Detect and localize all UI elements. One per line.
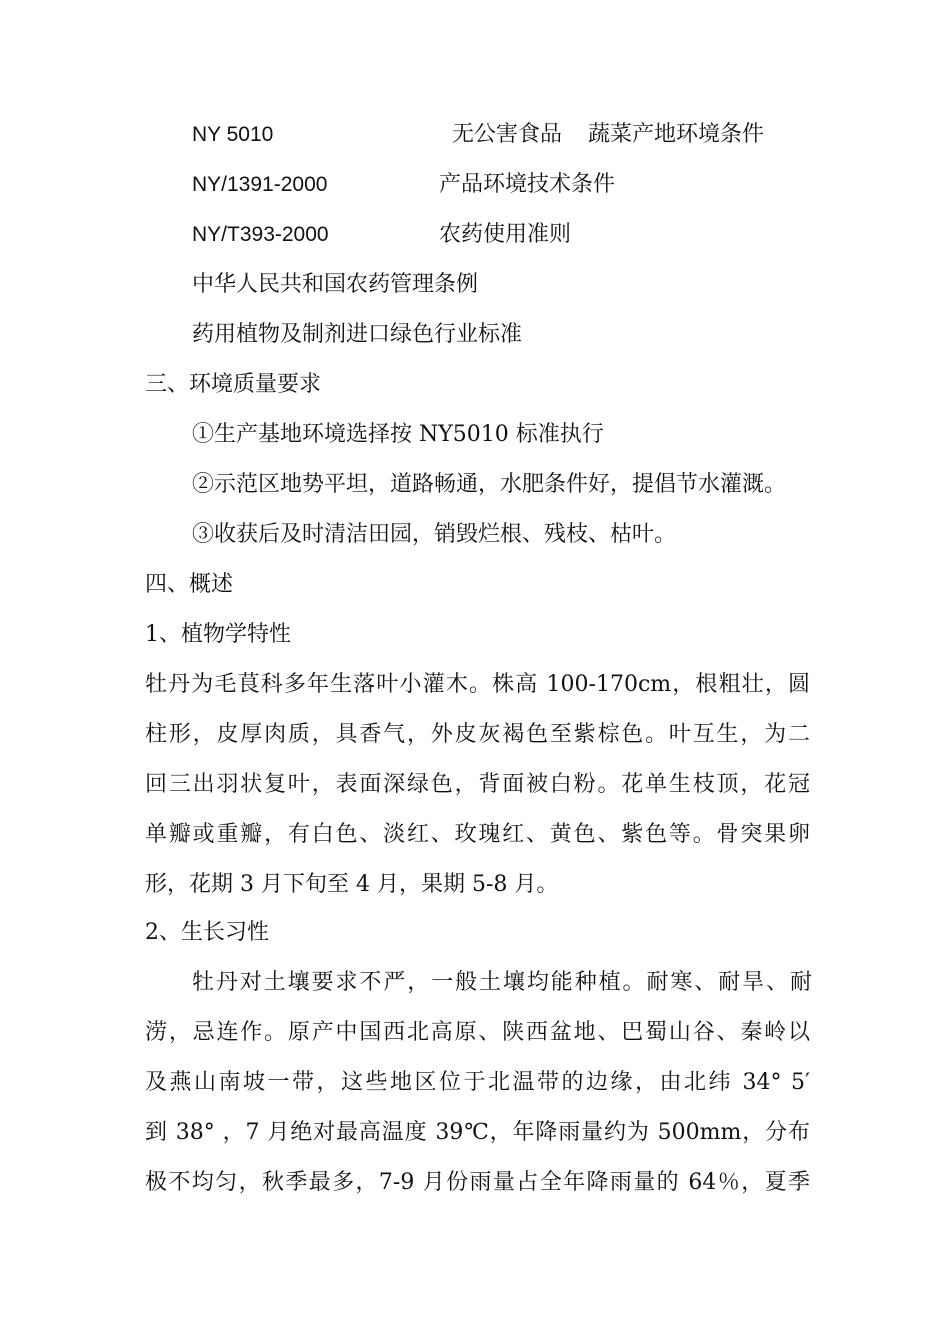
requirement-item: ②示范区地势平坦，道路畅通，水肥条件好，提倡节水灌溉。 [192,472,787,497]
paragraph-line: 牡丹对土壤要求不严，一般土壤均能种植。耐寒、耐旱、耐 [192,970,812,995]
subsection-heading: 1、植物学特性 [145,622,291,647]
standard-title: 产品环境技术条件 [439,172,616,197]
requirement-item: ③收获后及时清洁田园，销毁烂根、残枝、枯叶。 [192,522,677,547]
paragraph-line: 单瓣或重瓣，有白色、淡红、玫瑰红、黄色、紫色等。骨突果卵 [145,822,810,847]
regulation-line: 药用植物及制剂进口绿色行业标准 [192,322,523,347]
subsection-heading: 2、生长习性 [145,920,269,945]
requirement-item: ①生产基地环境选择按 NY5010 标准执行 [192,422,604,447]
paragraph-line: 到 38° ，7 月绝对最高温度 39℃，年降雨量约为 500mm，分布 [145,1120,810,1145]
standard-row [192,210,812,260]
standard-row [192,160,812,210]
paragraph-line: 回三出羽状复叶，表面深绿色，背面被白粉。花单生枝顶，花冠 [145,772,810,797]
standard-code: NY 5010 [192,123,274,146]
paragraph-line: 柱形，皮厚肉质，具香气，外皮灰褐色至紫棕色。叶互生，为二 [145,722,810,747]
standard-code: NY/T393-2000 [192,223,329,246]
paragraph-line: 牡丹为毛茛科多年生落叶小灌木。株高 100-170cm，根粗壮，圆 [145,672,810,697]
section-heading: 四、概述 [145,572,234,597]
paragraph-line: 涝，忌连作。原产中国西北高原、陕西盆地、巴蜀山谷、秦岭以 [145,1020,810,1045]
standard-row [192,110,812,160]
standard-title: 农药使用准则 [439,222,572,247]
standard-title: 无公害食品 蔬菜产地环境条件 [452,122,765,147]
standard-subtitle: 蔬菜产地环境条件 [588,122,765,147]
section-heading: 三、环境质量要求 [145,372,322,397]
paragraph-line: 及燕山南坡一带，这些地区位于北温带的边缘，由北纬 34° 5′ [145,1070,810,1095]
paragraph-line: 极不均匀，秋季最多，7-9 月份雨量占全年降雨量的 64％，夏季 [145,1170,810,1195]
paragraph-line: 形，花期 3 月下旬至 4 月，果期 5-8 月。 [145,872,559,897]
standard-code: NY/1391-2000 [192,173,328,196]
regulation-line: 中华人民共和国农药管理条例 [192,272,479,297]
